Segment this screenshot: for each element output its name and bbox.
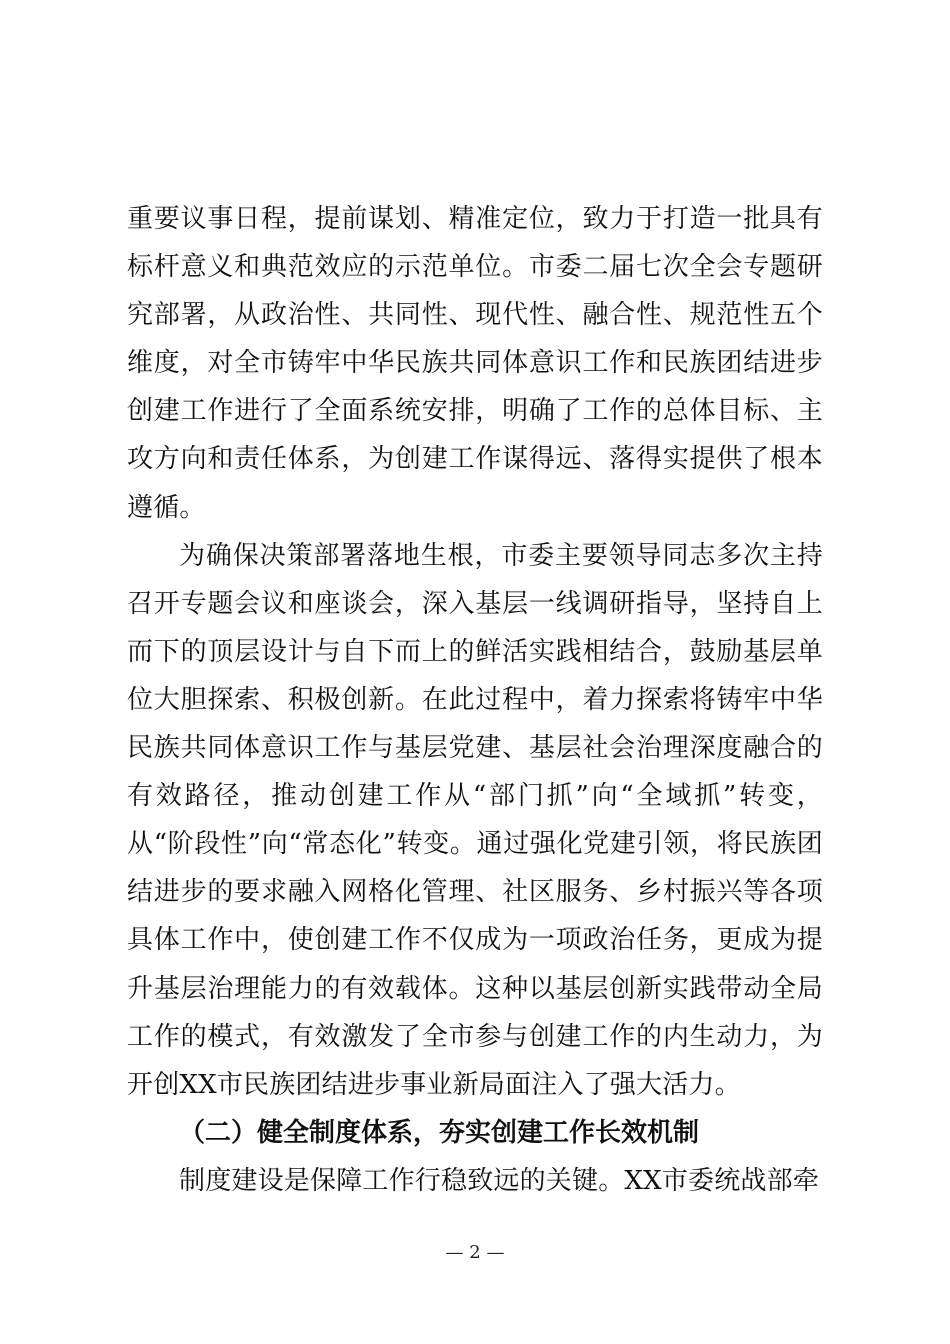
paragraph-continuation: 重要议事日程，提前谋划、精准定位，致力于打造一批具有标杆意义和典范效应的示范单位。市委二届七次全会专题研究部署，从政治性、共同性、现代性、融合性、规范性五个维度，对全市铸牢中华民族共同体意识工作和民族团结进步创建工作进行了全面系统安排，明确了工作的总体目标、主攻方向和责任体系，为创建工作谋得远、落得实提供了根本遵循。	[127, 204, 823, 523]
document-body	[127, 195, 823, 1205]
section-heading: （二）健全制度体系，夯实创建工作长效机制	[179, 1117, 700, 1148]
paragraph-implementation: 为确保决策部署落地生根，市委主要领导同志多次主持召开专题会议和座谈会，深入基层一线调研指导，坚持自上而下的顶层设计与自下而上的鲜活实践相结合，鼓励基层单位大胆探索、积极创新。在此过程中，着力探索将铸牢中华民族共同体意识工作与基层党建、基层社会治理深度融合的有效路径，推动创建工作从“部门抓”向“全域抓”转变，从“阶段性”向“常态化”转变。通过强化党建引领，将民族团结进步的要求融入网格化管理、社区服务、乡村振兴等各项具体工作中，使创建工作不仅成为一项政治任务，更成为提升基层治理能力的有效载体。这种以基层创新实践带动全局工作的模式，有效激发了全市参与创建工作的内生动力，为开创XX市民族团结进步事业新局面注入了强大活力。	[127, 540, 823, 1100]
paragraph-system-building: 制度建设是保障工作行稳致远的关键。XX市委统战部牵	[179, 1165, 820, 1196]
page-number: — 2 —	[445, 1242, 505, 1263]
